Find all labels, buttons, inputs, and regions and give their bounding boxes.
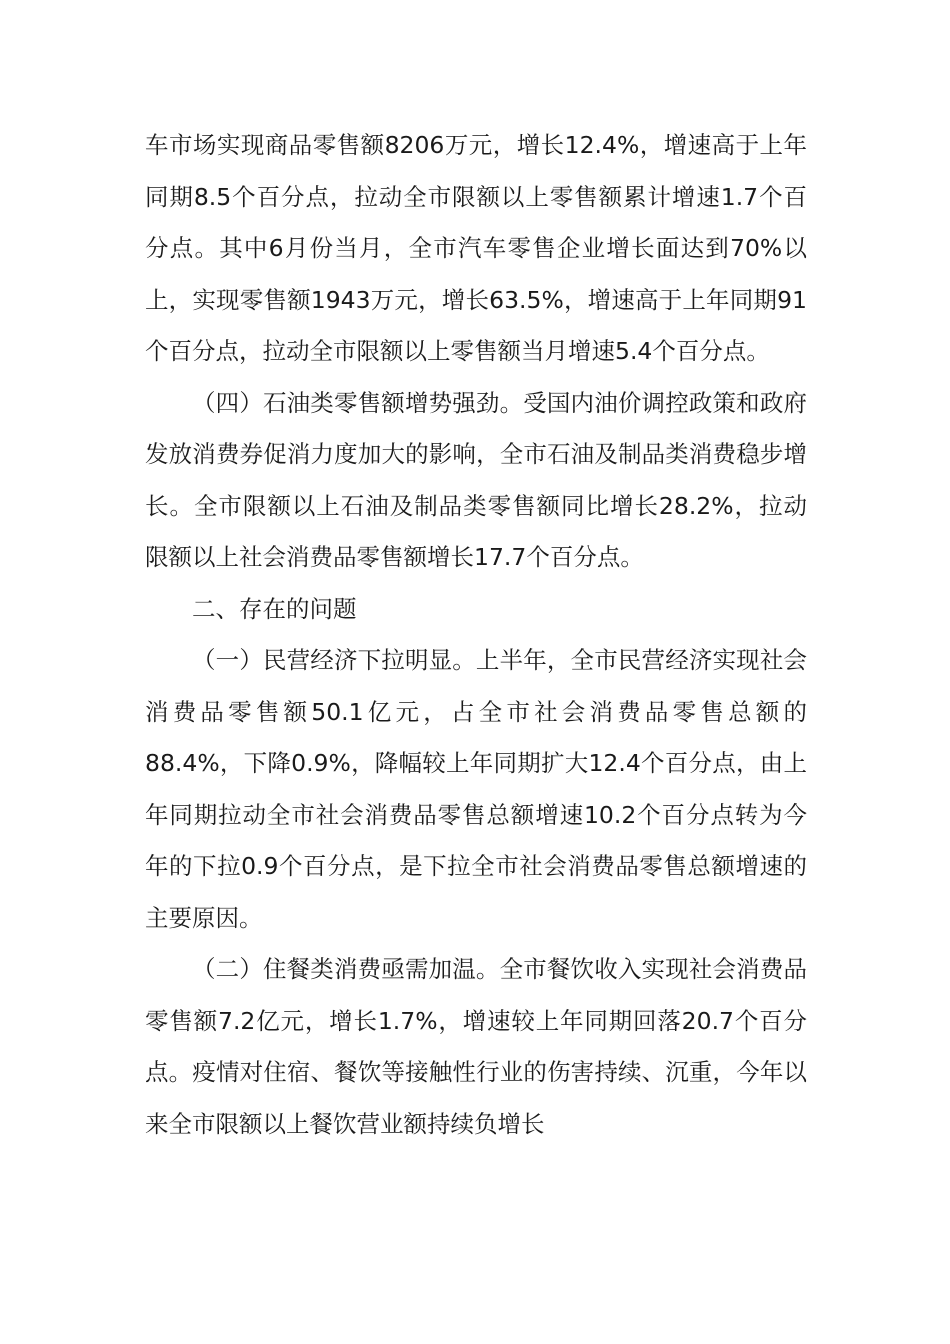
section-heading-problems: 二、存在的问题 [192, 594, 357, 623]
document-body [145, 120, 807, 1150]
paragraph-petroleum-sales: （四）石油类零售额增势强劲。受国内油价调控政策和政府发放消费券促消力度加大的影响，全市石油及制品类消费稳步增长。全市限额以上石油及制品类零售额同比增长28.2%，拉动限额以上社会消费品零售额增长17.7个百分点。 [145, 388, 807, 571]
paragraph-automobile-sales: 车市场实现商品零售额8206万元，增长12.4%，增速高于上年同期8.5个百分点，拉动全市限额以上零售额累计增速1.7个百分点。其中6月份当月，全市汽车零售企业增长面达到70%以上，实现零售额1943万元，增长63.5%，增速高于上年同期91个百分点，拉动全市限额以上零售额当月增速5.4个百分点。 [145, 131, 807, 365]
paragraph-catering-consumption: （二）住餐类消费亟需加温。全市餐饮收入实现社会消费品零售额7.2亿元，增长1.7%，增速较上年同期回落20.7个百分点。疫情对住宿、餐饮等接触性行业的伤害持续、沉重，今年以来全市限额以上餐饮营业额持续负增长 [145, 955, 807, 1138]
paragraph-private-economy: （一）民营经济下拉明显。上半年，全市民营经济实现社会消费品零售额50.1亿元，占全市社会消费品零售总额的88.4%，下降0.9%，降幅较上年同期扩大12.4个百分点，由上年同期拉动全市社会消费品零售总额增速10.2个百分点转为今年的下拉0.9个百分点，是下拉全市社会消费品零售总额增速的主要原因。 [145, 646, 807, 932]
